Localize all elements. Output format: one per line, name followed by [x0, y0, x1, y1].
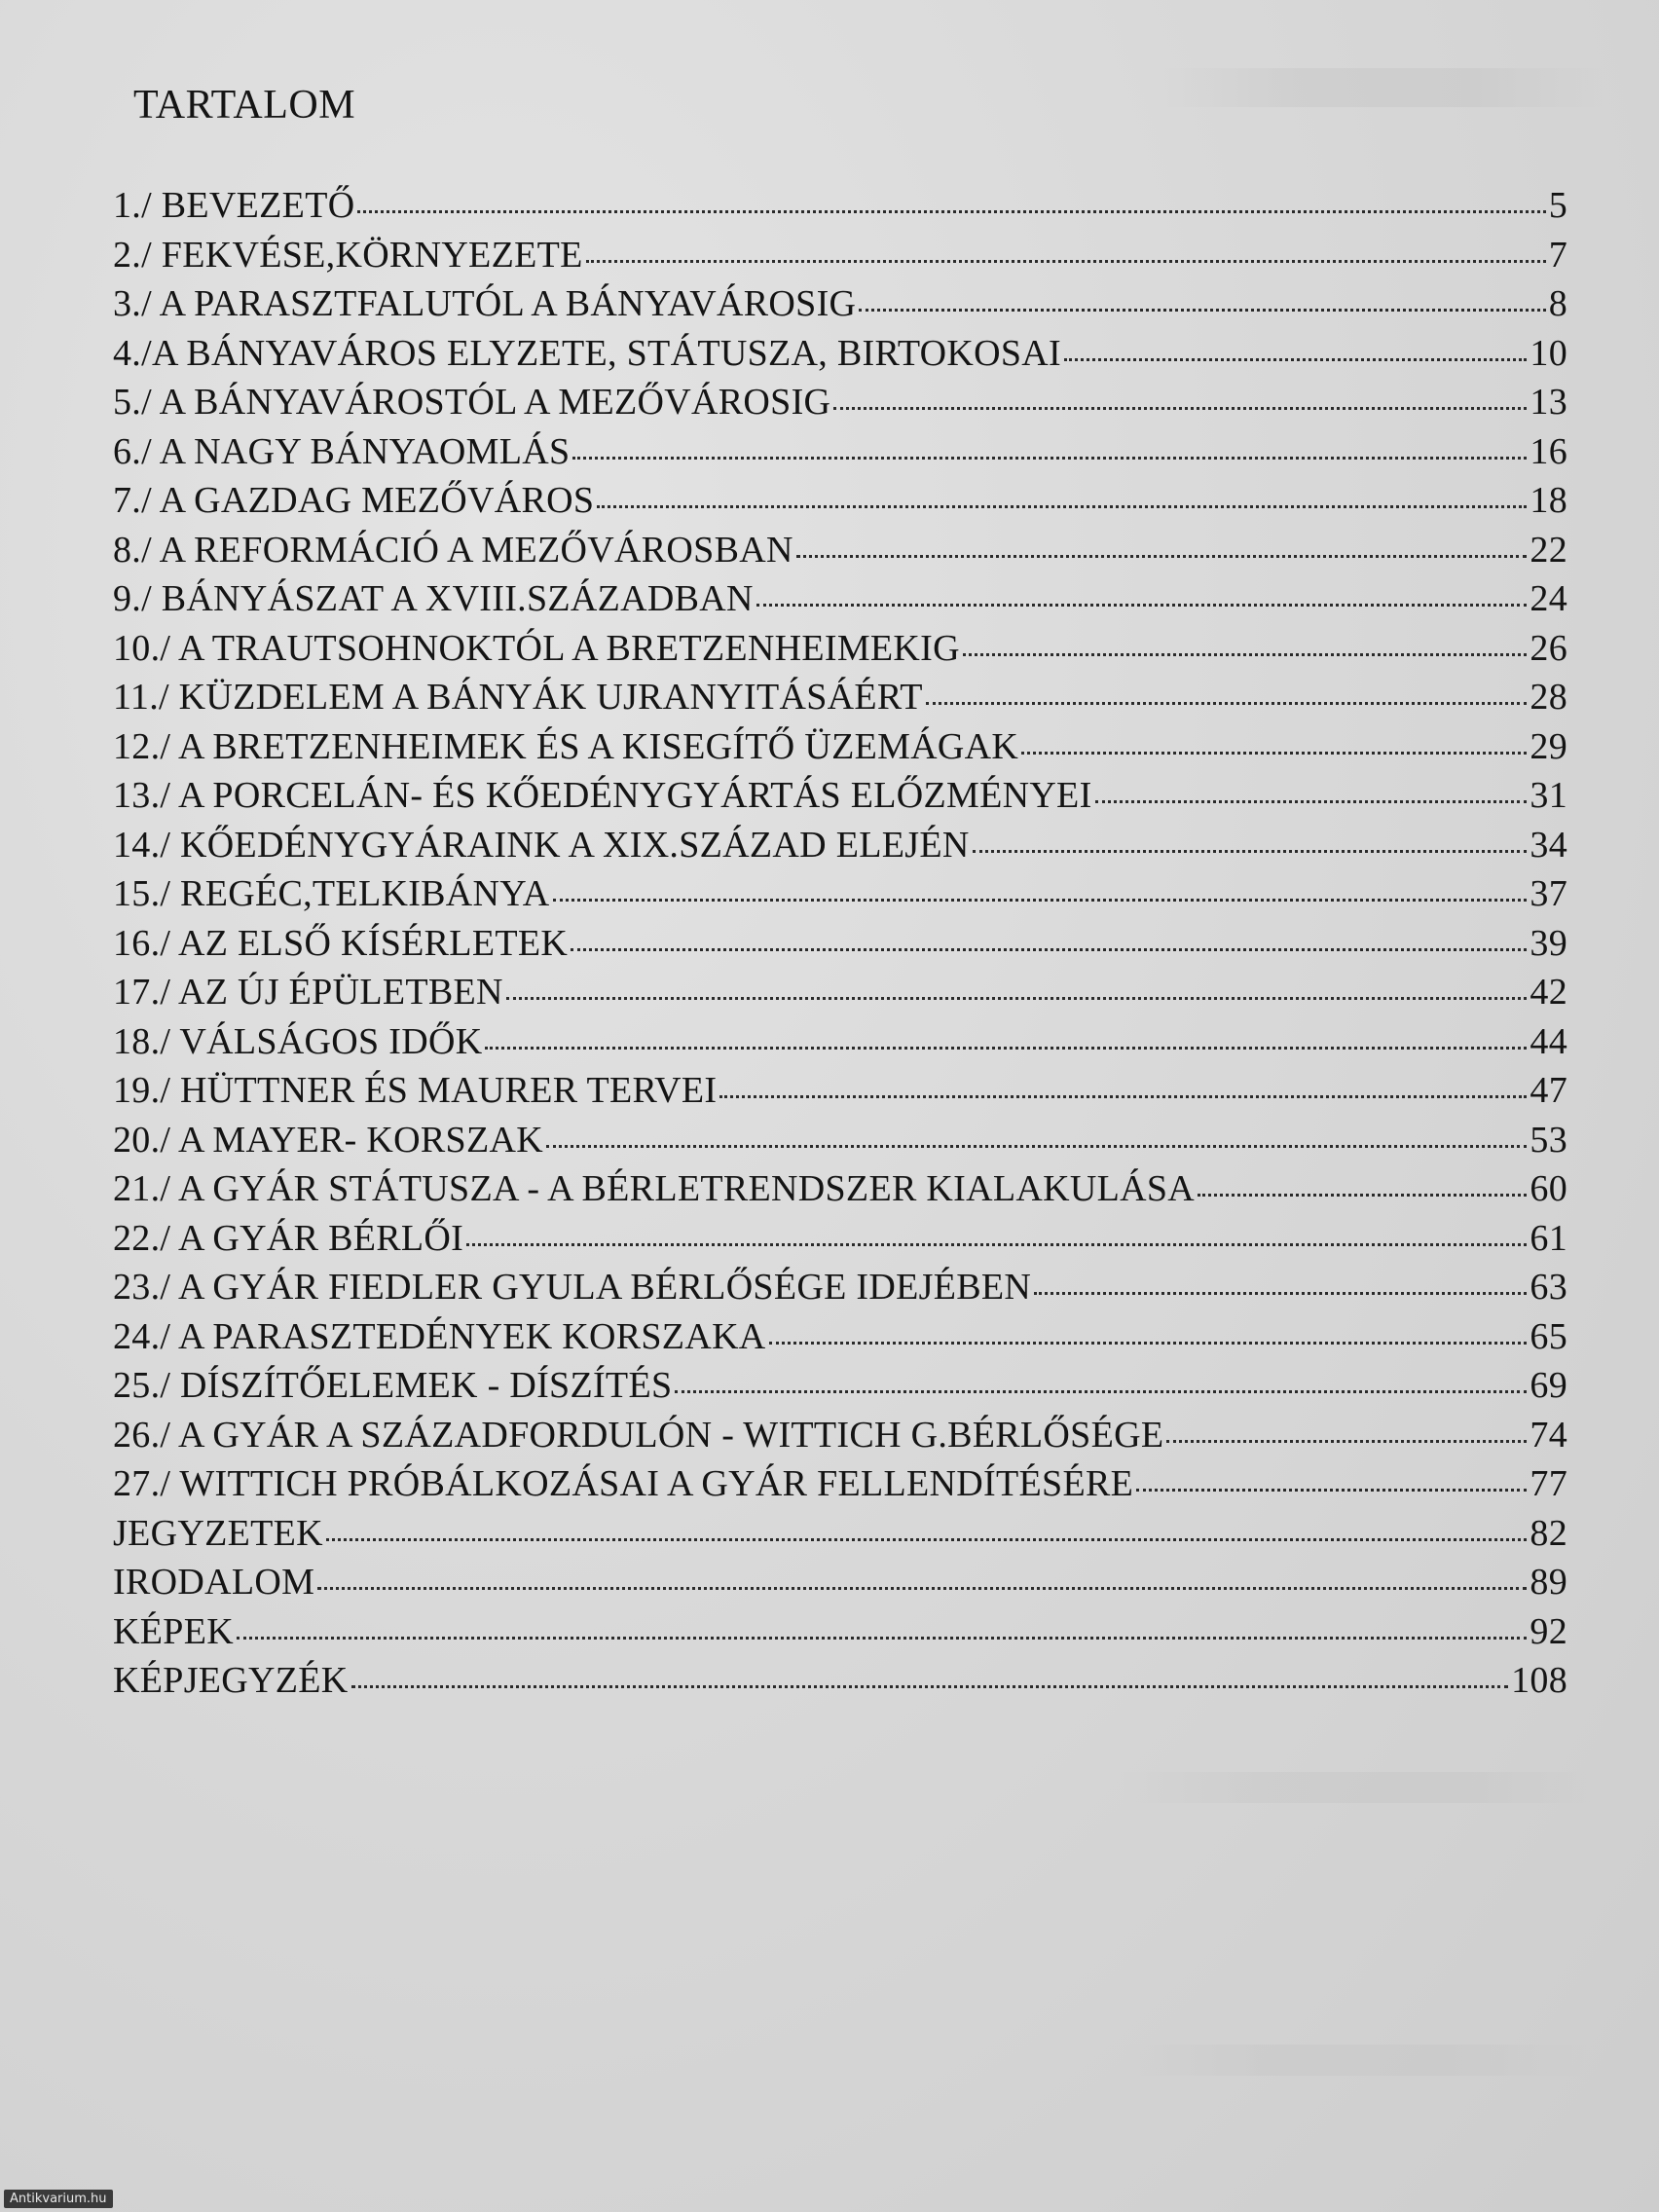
toc-entry-page-number: 60: [1530, 1168, 1567, 1209]
toc-entry-title: 10./ A TRAUTSOHNOKTÓL A BRETZENHEIMEKIG: [113, 627, 960, 669]
toc-entry: [113, 771, 1567, 821]
toc-entry: [113, 1656, 1567, 1706]
toc-entry: [113, 1164, 1567, 1214]
toc-entry-page-number: 47: [1530, 1070, 1567, 1111]
toc-entry-page-number: 69: [1530, 1365, 1567, 1406]
toc-entry: [113, 378, 1567, 427]
toc-entry: [113, 1509, 1567, 1559]
dot-leader: [572, 456, 1527, 460]
toc-entry-title: 18./ VÁLSÁGOS IDŐK: [113, 1020, 483, 1062]
toc-entry: [113, 1214, 1567, 1264]
toc-entry-page-number: 29: [1530, 725, 1567, 767]
toc-entry: [113, 329, 1567, 379]
toc-entry-page-number: 5: [1548, 185, 1567, 226]
show-through-texture: [1163, 68, 1602, 107]
toc-entry-title: KÉPEK: [113, 1610, 234, 1652]
toc-entry-page-number: 10: [1530, 332, 1567, 374]
watermark: Antikvarium.hu: [4, 2190, 113, 2208]
toc-entry: [113, 181, 1567, 231]
page-title: TARTALOM: [133, 83, 356, 128]
toc-entry-page-number: 108: [1511, 1660, 1567, 1701]
toc-entry: [113, 919, 1567, 969]
toc-entry-title: 25./ DÍSZÍTŐELEMEK - DÍSZÍTÉS: [113, 1365, 673, 1406]
toc-entry: [113, 821, 1567, 870]
dot-leader: [237, 1636, 1527, 1640]
dot-leader: [859, 308, 1545, 312]
toc-entry-title: 2./ FEKVÉSE,KÖRNYEZETE: [113, 234, 583, 276]
toc-entry-title: IRODALOM: [113, 1562, 315, 1603]
toc-entry-title: KÉPJEGYZÉK: [113, 1660, 349, 1701]
toc-entry-page-number: 8: [1548, 283, 1567, 324]
toc-entry-title: 5./ A BÁNYAVÁROSTÓL A MEZŐVÁROSIG: [113, 382, 831, 423]
toc-entry-title: 15./ REGÉC,TELKIBÁNYA: [113, 873, 550, 914]
toc-entry-title: JEGYZETEK: [113, 1512, 323, 1554]
toc-entry-page-number: 13: [1530, 382, 1567, 423]
table-of-contents: [113, 181, 1567, 1706]
toc-entry-page-number: 39: [1530, 922, 1567, 964]
dot-leader: [357, 209, 1545, 213]
toc-entry-page-number: 53: [1530, 1119, 1567, 1161]
dot-leader: [719, 1094, 1527, 1098]
dot-leader: [326, 1537, 1528, 1541]
toc-entry-title: 6./ A NAGY BÁNYAOMLÁS: [113, 430, 571, 472]
dot-leader: [485, 1046, 1527, 1050]
toc-entry-title: 11./ KÜZDELEM A BÁNYÁK UJRANYITÁSÁÉRT: [113, 677, 923, 718]
dot-leader: [1166, 1439, 1527, 1443]
toc-entry-page-number: 44: [1530, 1020, 1567, 1062]
toc-entry-title: 20./ A MAYER- KORSZAK: [113, 1119, 543, 1161]
toc-entry-title: 7./ A GAZDAG MEZŐVÁROS: [113, 480, 595, 521]
toc-entry-page-number: 77: [1530, 1463, 1567, 1504]
dot-leader: [597, 504, 1527, 508]
dot-leader: [466, 1242, 1527, 1246]
toc-entry-page-number: 63: [1530, 1267, 1567, 1308]
toc-entry-title: 13./ A PORCELÁN- ÉS KŐEDÉNYGYÁRTÁS ELŐZMÉNYEI: [113, 775, 1092, 816]
toc-entry-page-number: 82: [1530, 1512, 1567, 1554]
toc-entry: [113, 1066, 1567, 1116]
dot-leader: [675, 1389, 1527, 1393]
dot-leader: [769, 1341, 1528, 1345]
dot-leader: [1136, 1488, 1527, 1492]
toc-entry: [113, 624, 1567, 674]
toc-entry-page-number: 26: [1530, 627, 1567, 669]
dot-leader: [926, 701, 1528, 705]
toc-entry: [113, 1459, 1567, 1509]
toc-entry: [113, 1558, 1567, 1607]
toc-entry: [113, 574, 1567, 624]
toc-entry-title: 24./ A PARASZTEDÉNYEK KORSZAKA: [113, 1315, 766, 1357]
toc-entry-title: 9./ BÁNYÁSZAT A XVIII.SZÁZADBAN: [113, 578, 754, 619]
toc-entry-page-number: 34: [1530, 824, 1567, 866]
toc-entry: [113, 1312, 1567, 1362]
toc-entry-page-number: 42: [1530, 972, 1567, 1013]
toc-entry-title: 22./ A GYÁR BÉRLŐI: [113, 1217, 464, 1259]
toc-entry-page-number: 28: [1530, 677, 1567, 718]
toc-entry: [113, 869, 1567, 919]
toc-entry-page-number: 22: [1530, 529, 1567, 571]
toc-entry-page-number: 31: [1530, 775, 1567, 816]
toc-entry-title: 14./ KŐEDÉNYGYÁRAINK A XIX.SZÁZAD ELEJÉN: [113, 824, 970, 866]
dot-leader: [506, 996, 1528, 1000]
toc-entry: [113, 427, 1567, 477]
toc-entry-page-number: 74: [1530, 1414, 1567, 1456]
dot-leader: [1034, 1291, 1527, 1295]
toc-entry-page-number: 18: [1530, 480, 1567, 521]
toc-entry-title: 19./ HÜTTNER ÉS MAURER TERVEI: [113, 1070, 718, 1111]
toc-entry-title: 8./ A REFORMÁCIÓ A MEZŐVÁROSBAN: [113, 529, 793, 571]
toc-entry-page-number: 92: [1530, 1610, 1567, 1652]
dot-leader: [963, 652, 1528, 656]
toc-entry-title: 17./ AZ ÚJ ÉPÜLETBEN: [113, 972, 503, 1013]
toc-entry: [113, 1263, 1567, 1312]
dot-leader: [1021, 751, 1527, 755]
dot-leader: [1198, 1193, 1527, 1197]
toc-entry: [113, 279, 1567, 329]
toc-entry-title: 4./A BÁNYAVÁROS ELYZETE, STÁTUSZA, BIRTOKOSAI: [113, 332, 1062, 374]
toc-entry-title: 26./ A GYÁR A SZÁZADFORDULÓN - WITTICH G.BÉRLŐSÉGE: [113, 1414, 1164, 1456]
toc-entry-title: 3./ A PARASZTFALUTÓL A BÁNYAVÁROSIG: [113, 283, 857, 324]
toc-entry-page-number: 65: [1530, 1315, 1567, 1357]
dot-leader: [973, 849, 1528, 853]
toc-entry-title: 23./ A GYÁR FIEDLER GYULA BÉRLŐSÉGE IDEJÉBEN: [113, 1267, 1032, 1308]
toc-entry: [113, 526, 1567, 575]
toc-entry-page-number: 7: [1548, 234, 1567, 276]
dot-leader: [833, 406, 1527, 410]
toc-entry: [113, 1116, 1567, 1165]
show-through-texture: [1120, 2045, 1587, 2076]
dot-leader: [317, 1586, 1527, 1590]
toc-entry: [113, 1607, 1567, 1657]
toc-entry: [113, 476, 1567, 526]
toc-entry-page-number: 16: [1530, 430, 1567, 472]
toc-entry: [113, 722, 1567, 772]
toc-entry: [113, 968, 1567, 1017]
dot-leader: [553, 898, 1528, 902]
dot-leader: [1064, 357, 1527, 361]
toc-entry: [113, 1411, 1567, 1460]
dot-leader: [571, 947, 1527, 951]
toc-entry: [113, 231, 1567, 280]
toc-entry-page-number: 89: [1530, 1562, 1567, 1603]
toc-entry: [113, 1361, 1567, 1411]
toc-entry-title: 27./ WITTICH PRÓBÁLKOZÁSAI A GYÁR FELLENDÍTÉSÉRE: [113, 1463, 1134, 1504]
toc-entry: [113, 673, 1567, 722]
dot-leader: [1095, 799, 1528, 803]
dot-leader: [586, 259, 1546, 263]
dot-leader: [756, 603, 1528, 607]
toc-entry-title: 12./ A BRETZENHEIMEK ÉS A KISEGÍTŐ ÜZEMÁGAK: [113, 725, 1019, 767]
toc-entry-title: 1./ BEVEZETŐ: [113, 185, 355, 226]
toc-entry-page-number: 61: [1530, 1217, 1567, 1259]
toc-entry-page-number: 37: [1530, 873, 1567, 914]
show-through-texture: [1120, 1772, 1606, 1803]
toc-entry: [113, 1017, 1567, 1067]
toc-entry-page-number: 24: [1530, 578, 1567, 619]
toc-entry-title: 16./ AZ ELSŐ KÍSÉRLETEK: [113, 922, 569, 964]
dot-leader: [546, 1144, 1527, 1148]
dot-leader: [351, 1684, 1509, 1688]
toc-entry-title: 21./ A GYÁR STÁTUSZA - A BÉRLETRENDSZER KIALAKULÁSA: [113, 1168, 1196, 1209]
dot-leader: [796, 554, 1528, 558]
